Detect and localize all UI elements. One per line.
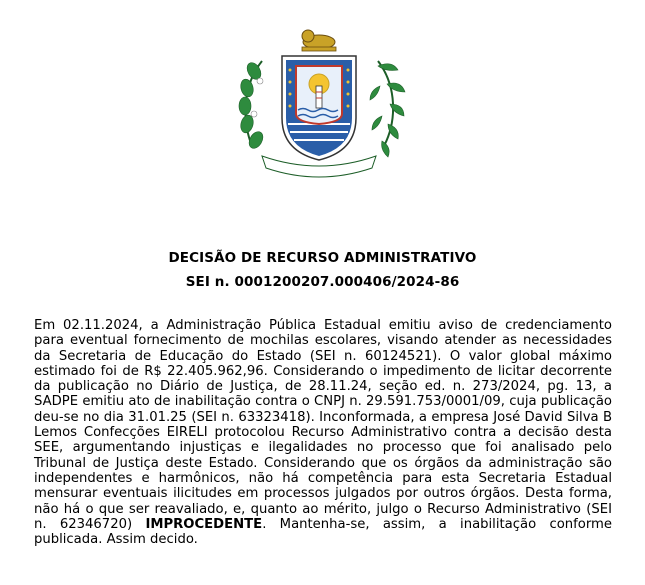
lion-icon <box>302 30 336 51</box>
decision-body <box>34 318 612 547</box>
body-text-before: Em 02.11.2024, a Administração Pública Estadual emitiu aviso de credenciamento para eventual fornecimento de mochilas escolares, visando atender as necessidades da Secretaria de Educação do Estado (SEI n. 60124521). O valor global máximo estimado foi de R$ 22.405.962,96. Considerando o impedimento de licitar decorrente da publicação no Diário de Justiça, de 28.11.24, seção ed. n. 273/2024, pg. 13, a SADPE emitiu ato de inabilitação contra o CNPJ n. 29.591.753/0001/09, cuja publicação deu-se no dia 31.01.25 (SEI n. 63323418). Inconformada, a empresa José David Silva B Lemos Confecções EIRELI protocolou Recurso Administrativo contra a decisão desta SEE, argumentando injustiças e ilegalidades no processo que foi analisado pelo Tribunal de Justiça deste Estado. Considerando que os órgãos da administração são independentes e harmônicos, não há competência para esta Secretaria Estadual mensurar eventuais ilicitudes em processos julgados por outros órgãos. Desta forma, não há o que ser reavaliado, e, quanto ao mérito, julgo o Recurso Administrativo (SEI n. 62346720) <box>34 318 612 532</box>
sei-number: SEI n. 0001200207.000406/2024-86 <box>185 274 460 290</box>
state-coat-of-arms-icon <box>232 26 406 182</box>
body-text-after: . Mantenha-se, assim, a inabilitação conforme publicada. Assim decido. <box>34 516 613 548</box>
verdict: IMPROCEDENTE <box>145 516 263 532</box>
page-title: DECISÃO DE RECURSO ADMINISTRATIVO <box>168 250 477 266</box>
